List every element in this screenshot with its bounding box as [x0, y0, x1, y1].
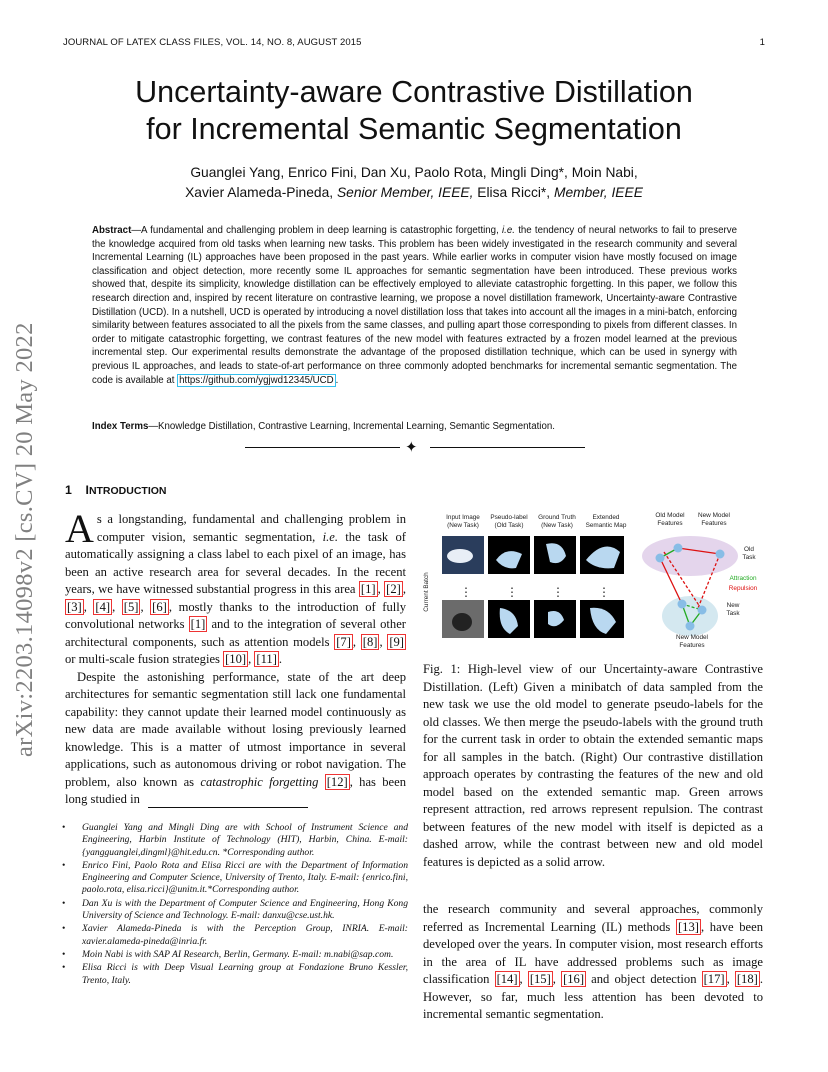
figure-1 — [420, 508, 765, 656]
abstract-end: . — [335, 374, 339, 386]
section-title-rest: NTRODUCTION — [88, 485, 167, 497]
old-task-label: Old Task — [742, 546, 756, 561]
arxiv-stamp: arXiv:2203.14098v2 [cs.CV] 20 May 2022 — [11, 322, 38, 757]
citation[interactable]: [18] — [736, 972, 758, 986]
intro-paragraph-1: A s a longstanding, fundamental and challenging problem in computer vision, semantic segmentation, i.e. the task of automatically assigning a class label to each pixel of an image, has been an active research area for several decades. In the recent years, we have witnessed substantial progress in this area [1] , [2] , [3] , [4] , [5] , [6] , mostly thanks to the introduction of fully convolutional networks [1] and to the integration of several other architectural components, such as attention models [7] , [8] , [9] or multi-scale fusion strategies [10] , [11] . — [65, 506, 407, 666]
caption-label: Fig. 1: — [423, 662, 461, 676]
figure-caption — [423, 661, 763, 871]
citation[interactable]: [7] — [336, 634, 351, 649]
footnote-rule — [148, 807, 308, 808]
col-label-extended: Extended Semantic Map — [585, 514, 627, 529]
feature-node — [678, 600, 687, 609]
intro-column — [65, 506, 407, 809]
col-label-pseudo: Pseudo-label (Old Task) — [490, 514, 528, 529]
citation[interactable]: [3] — [67, 599, 82, 614]
intro-text: has been long studied in — [65, 774, 407, 806]
citation[interactable]: [10] — [225, 652, 247, 666]
citation[interactable]: [16] — [563, 972, 585, 986]
author-list — [60, 163, 768, 203]
footnote: • Enrico Fini, Paolo Rota and Elisa Ricci are with the Department of Information Engineering and Computer Science, University of Trento, Italy. E-mail: {enrico.fini, paolo.rota, elisa.ricci}@unitn.it.*Corresponding author. — [62, 860, 408, 897]
paper-title — [60, 74, 768, 148]
body-text: the research community and several approaches, commonly referred as Incremental Learning (IL) methods — [423, 902, 763, 934]
citation[interactable]: [15] — [529, 972, 551, 986]
citation[interactable]: [1] — [360, 582, 376, 596]
section-number: 1 — [65, 483, 72, 497]
running-header — [63, 37, 765, 48]
caption-text: High-level view of our Uncertainty-aware Contrastive Distillation. (Left) Given a minibatch of data sampled from the new task we use the old model to generate pseudo-labels for the old classes. We then merge the pseudo-labels with the ground truth for the current task in order to obtain the extended semantic maps for all samples in the batch. (Right) Our contrastive distillation approach operates by contrasting the features of the new and old model based on the extended semantic map. Green arrows represent attraction, red arrows represent repulsion. The contrast between features of the new model with itself is depicted as a dashed arrow, while the contrast between new and old model features is depicted as a solid arrow. — [423, 662, 763, 869]
intro-text: and to the integration of several other architectural components, such as attention models — [65, 617, 406, 649]
intro-ie: i.e. — [322, 529, 338, 544]
feature-node — [716, 550, 725, 559]
abstract — [92, 224, 737, 387]
abstract-ie: i.e. — [502, 225, 515, 236]
body-text: However, so far, much less attention has been devoted to incremental semantic segmentation. — [423, 989, 763, 1021]
intro-text: or multi-scale fusion strategies — [65, 652, 220, 666]
citation[interactable]: [9] — [389, 634, 404, 649]
index-terms-label: Index Terms — [92, 421, 149, 432]
citation[interactable]: [8] — [362, 634, 378, 649]
abstract-text-1: —A fundamental and challenging problem in deep learning is catastrophic forgetting, — [131, 225, 499, 236]
index-terms — [92, 421, 737, 432]
col-label-input: Input Image (New Task) — [446, 514, 480, 529]
authors-line-2 — [60, 183, 768, 203]
old-features-label: Old Model Features — [655, 512, 685, 527]
index-terms-text: —Knowledge Distillation, Contrastive Learning, Incremental Learning, Semantic Segmentation. — [148, 421, 555, 432]
title-line-2: for Incremental Semantic Segmentation — [146, 112, 682, 146]
new-task-label: New Task — [726, 602, 740, 617]
section-divider — [245, 440, 585, 454]
svg-text:⋮: ⋮ — [460, 585, 472, 599]
citation[interactable]: [12] — [326, 774, 348, 789]
new-features-top-label: New Model Features — [698, 512, 730, 527]
col-label-gt: Ground Truth (New Task) — [538, 514, 576, 529]
intro-text: Despite the astonishing performance, state of the art deep architectures for semantic segmentation still lack one fundamental capability: they cannot update their learned model continuously as new data are made available without losing previously learned knowledge. This is a matter of utmost importance in several applications, such as autonomous driving or robot navigation. The problem, also known as — [65, 669, 406, 789]
intro-text: mostly thanks to the introduction of fully convolutional networks — [65, 599, 407, 631]
abstract-label: Abstract — [92, 225, 132, 236]
authors-line-1: Guanglei Yang, Enrico Fini, Dan Xu, Paolo Rota, Mingli Ding*, Moin Nabi, — [190, 165, 638, 180]
citation[interactable]: [11] — [256, 652, 277, 666]
svg-text:⋮: ⋮ — [506, 585, 518, 599]
intro-text: s a longstanding, fundamental and challenging problem in computer vision, semantic segmentation, — [96, 512, 406, 544]
repulsion-label: Repulsion — [728, 585, 758, 592]
feature-node — [674, 544, 683, 553]
right-column-text — [423, 901, 763, 1024]
footnote: • Xavier Alameda-Pineda is with the Perception Group, INRIA. E-mail: xavier.alameda-pineda@inria.fr. — [62, 923, 408, 948]
drop-cap: A — [65, 506, 94, 551]
right-paragraph: the research community and several approaches, commonly referred as Incremental Learning (IL) methods [13] , have been developed over the years. In computer vision, most research efforts in the area of IL have addressed problems such as image classification [14] , [15] , [16] and object detection [17] , [18] . However, so far, much less attention has been devoted to incremental semantic segmentation. — [423, 902, 763, 1021]
svg-text:⋮: ⋮ — [552, 585, 564, 599]
journal-name: JOURNAL OF LATEX CLASS FILES, VOL. 14, NO. 8, AUGUST 2015 — [63, 37, 362, 48]
feature-node — [686, 622, 695, 631]
abstract-text-2: the tendency of neural networks to fail to preserve the knowledge acquired from old tasks when learning new tasks. This problem has been widely investigated in the research community and several Incremental Learning (IL) approaches have been proposed in the past years. While earlier works in computer vision have mostly focused on image classification and object detection, more recently some IL approaches for semantic segmentation have been introduced. These previous works showed that, despite its simplicity, knowledge distillation can be effectively employed to alleviate catastrophic forgetting. In this paper, we follow this research direction and, inspired by recent literature on contrastive learning, we propose a novel distillation framework, Uncertainty-aware Contrastive Distillation (UCD). In a nutshell, UCD is operated by introducing a novel distillation loss that takes into account all the images in a mini-batch, enforcing similarity between features associated to all the pixels from the same classes, and pulling apart those corresponding to pixels from different classes. In order to mitigate catastrophic forgetting, we contrast features of the new model with features extracted by a frozen model learned at the previous incremental step. Our experimental results demonstrate the advantage of the proposed distillation technique, which can be used in synergy with previous IL approaches, and leads to state-of-art performance on three commonly adopted benchmarks for incremental semantic segmentation. The code is available at — [92, 225, 737, 386]
feature-node — [698, 606, 707, 615]
role-member: Member, IEEE — [553, 185, 643, 200]
citation[interactable]: [13] — [677, 919, 699, 934]
attraction-label: Attraction — [729, 575, 757, 582]
section-heading — [65, 483, 167, 497]
intro-paragraph-2: Despite the astonishing performance, state of the art deep architectures for semantic segmentation still lack one fundamental capability: they cannot update their learned model continuously as new data are made available without losing previously learned knowledge. This is a matter of utmost importance in several applications, such as autonomous driving or robot navigation. The problem, also known as catastrophic forgetting [12] , has been long studied in — [65, 669, 407, 806]
citation[interactable]: [14] — [496, 972, 518, 986]
footnotes — [62, 822, 408, 988]
citation[interactable]: [17] — [703, 972, 725, 986]
citation[interactable]: [6] — [152, 599, 167, 614]
footnote: • Elisa Ricci is with Deep Visual Learning group at Fondazione Bruno Kessler, Trento, Italy. — [62, 962, 408, 987]
term-catastrophic-forgetting: catastrophic forgetting — [200, 774, 319, 789]
motorbike-shape — [447, 549, 473, 563]
body-text: have been developed over the years. In computer vision, most research efforts in the area of IL have addressed problems such as image classification — [423, 919, 763, 986]
footnote: • Dan Xu is with the Department of Computer Science and Engineering, Hong Kong University of Science and Technology. E-mail: danxu@cse.ust.hk. — [62, 898, 408, 923]
role-senior-member: Senior Member, IEEE, — [336, 185, 474, 200]
code-link[interactable]: https://github.com/ygjwd12345/UCD — [179, 374, 334, 386]
citation[interactable]: [1] — [190, 617, 206, 631]
rider-shape — [452, 613, 472, 631]
footnote: • Guanglei Yang and Mingli Ding are with School of Instrument Science and Engineering, Harbin Institute of Technology (HIT), Harbin, China. E-mail: {yangguanglei,dingml}@hit.edu.cn. *Corresponding author. — [62, 822, 408, 859]
diamond-icon: ✦ — [405, 438, 418, 456]
author-xavier: Xavier Alameda-Pineda, — [185, 185, 334, 200]
title-line-1: Uncertainty-aware Contrastive Distillation — [135, 75, 693, 109]
svg-text:⋮: ⋮ — [598, 585, 610, 599]
section-title-first: I — [85, 483, 89, 497]
page-number: 1 — [759, 37, 765, 48]
footnote: • Moin Nabi is with SAP AI Research, Berlin, Germany. E-mail: m.nabi@sap.com. — [62, 949, 408, 961]
citation[interactable]: [2] — [386, 582, 401, 596]
author-elisa: Elisa Ricci*, — [477, 185, 551, 200]
citation[interactable]: [4] — [95, 599, 111, 614]
intro-text: the task of automatically assigning a class label to each pixel of an image, has been an active research area for several decades. In the recent years, we have witnessed substantial progress in this area — [65, 529, 406, 596]
current-batch-label: Current Batch — [423, 572, 430, 612]
citation[interactable]: [5] — [123, 599, 139, 614]
feature-node — [656, 554, 665, 563]
new-features-bottom-label: New Model Features — [676, 634, 708, 649]
body-text: and object detection — [591, 972, 697, 986]
